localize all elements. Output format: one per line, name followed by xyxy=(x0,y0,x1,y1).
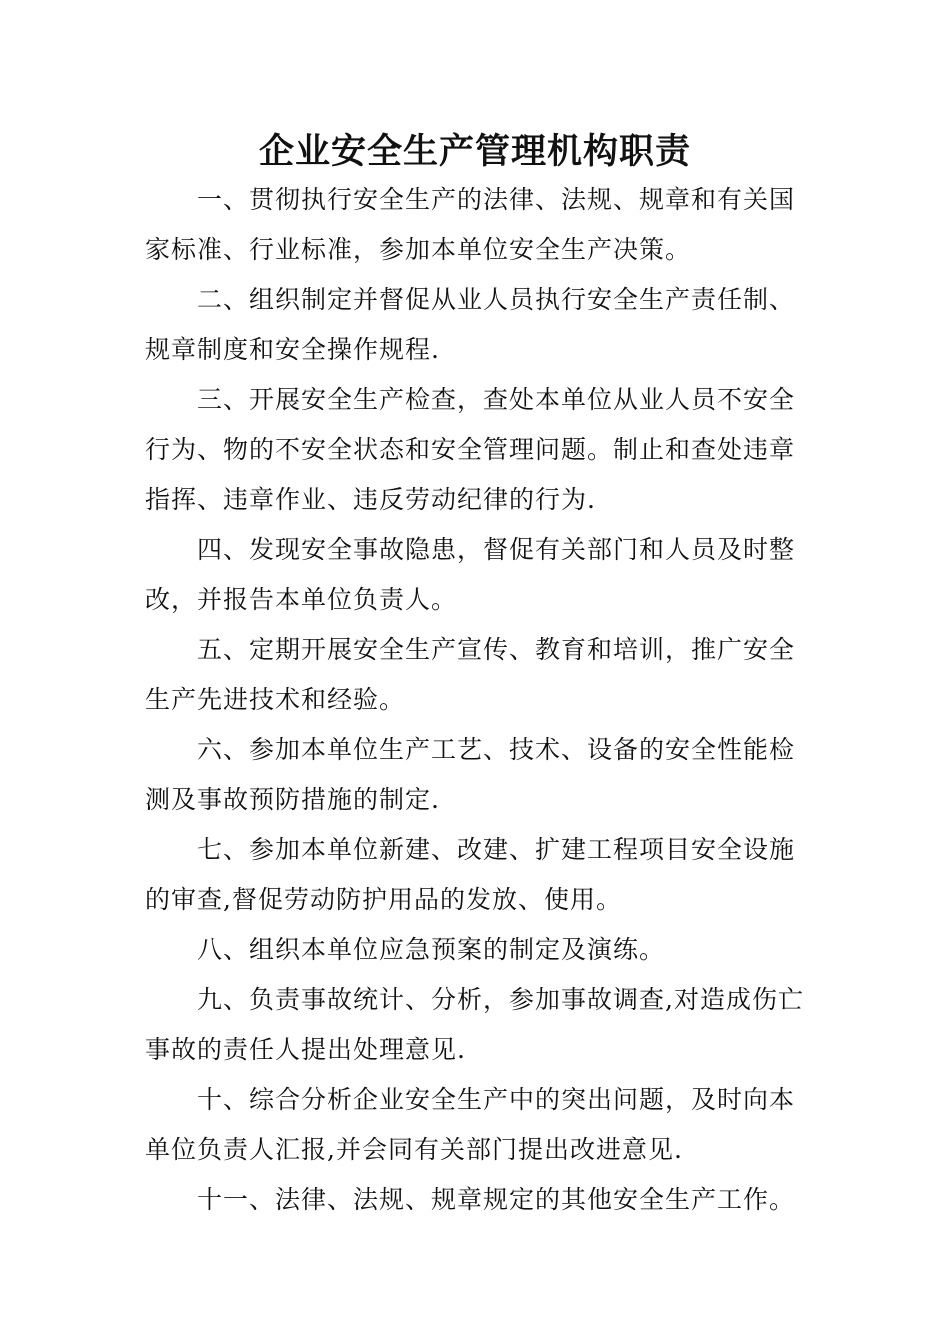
duty-item-9: 九、负责事故统计、分析，参加事故调查,对造成伤亡事故的责任人提出处理意见. xyxy=(145,985,804,1064)
document-title: 企业安全生产管理机构职责 xyxy=(258,131,691,172)
duty-item-7: 七、参加本单位新建、改建、扩建工程项目安全设施的审查,督促劳动防护用品的发放、使用。 xyxy=(145,835,796,914)
duty-item-11: 十一、法律、法规、规章规定的其他安全生产工作。 xyxy=(197,1185,796,1214)
document-body xyxy=(145,175,810,1225)
duty-item-4: 四、发现安全事故隐患，督促有关部门和人员及时整改，并报告本单位负责人。 xyxy=(145,535,796,614)
duty-item-3: 三、开展安全生产检查，查处本单位从业人员不安全行为、物的不安全状态和安全管理问题。制止和查处违章指挥、违章作业、违反劳动纪律的行为. xyxy=(145,385,796,514)
duty-item-8: 八、组织本单位应急预案的制定及演练。 xyxy=(197,935,666,964)
duty-item-6: 六、参加本单位生产工艺、技术、设备的安全性能检测及事故预防措施的制定. xyxy=(145,735,796,814)
duty-item-2: 二、组织制定并督促从业人员执行安全生产责任制、规章制度和安全操作规程. xyxy=(145,285,796,364)
duty-item-10: 十、综合分析企业安全生产中的突出问题，及时向本单位负责人汇报,并会同有关部门提出改进意见. xyxy=(145,1085,796,1164)
duty-item-5: 五、定期开展安全生产宣传、教育和培训，推广安全生产先进技术和经验。 xyxy=(145,635,796,714)
duty-item-1: 一、贯彻执行安全生产的法律、法规、规章和有关国家标准、行业标准，参加本单位安全生产决策。 xyxy=(145,185,796,264)
